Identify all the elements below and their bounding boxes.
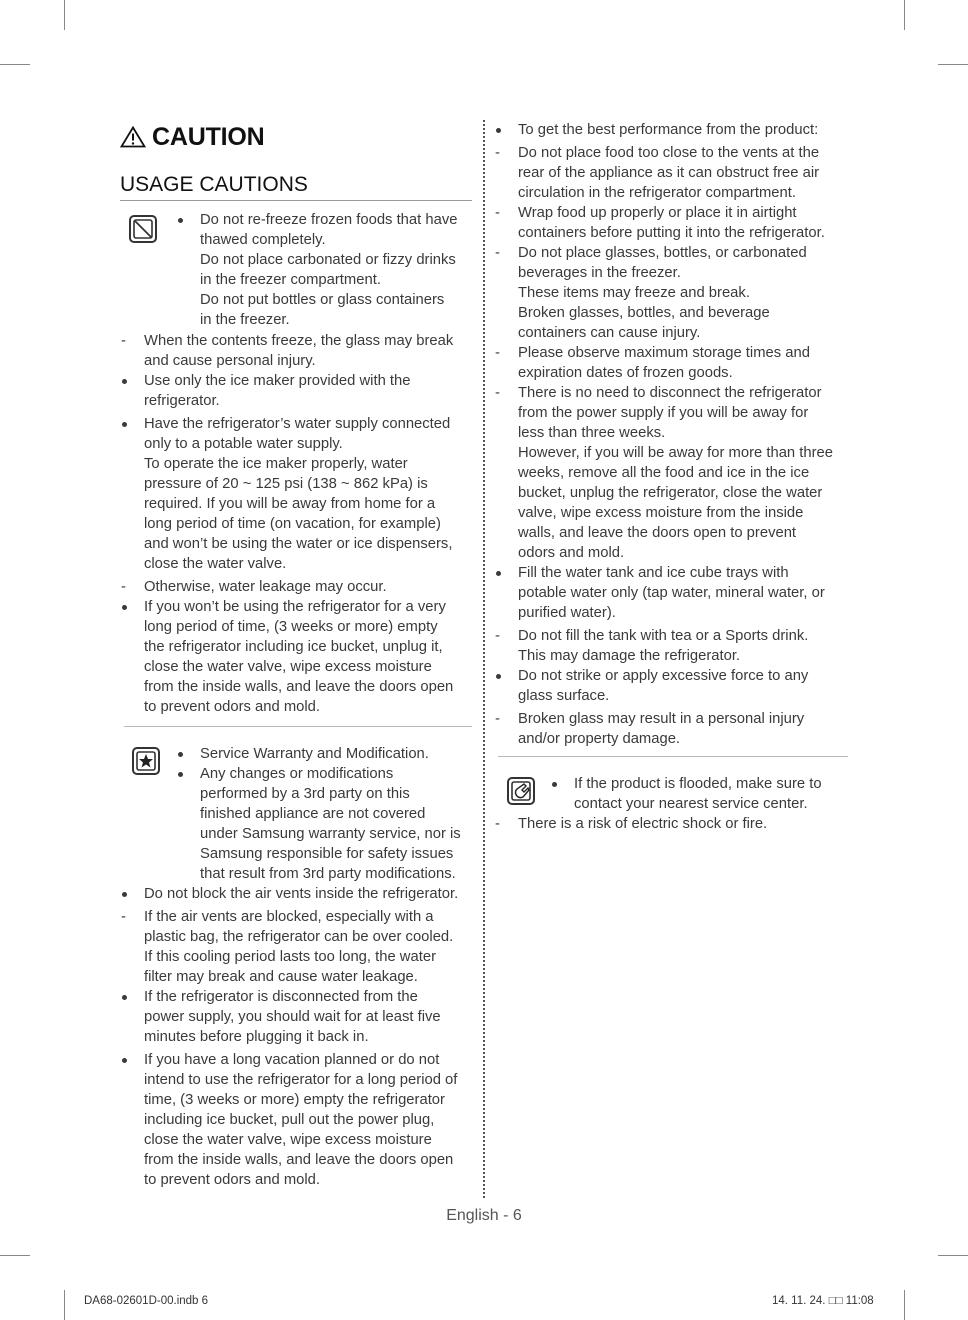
- crop-mark: [938, 1255, 968, 1256]
- list-item-dash: - Wrap food up properly or place it in airtight containers before putting it into the refrigerator.: [494, 203, 854, 243]
- section-title: USAGE CAUTIONS: [120, 173, 472, 201]
- list-item-bullet: If you won’t be using the refrigerator for a very long period of time, (3 weeks or more) empty the refrigerator including ice bucket, unplug it, close the water valve, wipe excess moisture from the inside walls, and leave the doors open to prevent odors and mold.: [120, 597, 480, 717]
- left-list-1: [120, 331, 480, 717]
- note-line: Do not place carbonated or fizzy drinks: [200, 252, 456, 268]
- crop-mark: [0, 1255, 30, 1256]
- prohibited-icon: [128, 214, 158, 244]
- divider: [124, 726, 472, 727]
- note-line: Do not put bottles or glass containers: [200, 292, 445, 308]
- list-item-bullet: Fill the water tank and ice cube trays with potable water only (tap water, mineral water, or purified water).: [494, 563, 854, 623]
- caution-heading: [120, 123, 264, 152]
- warning-triangle-icon: [120, 126, 146, 148]
- note-line: under Samsung warranty service, nor is: [200, 826, 461, 842]
- list-item-dash: - There is a risk of electric shock or fire.: [494, 814, 854, 834]
- right-note-dash: [494, 814, 854, 834]
- list-item-dash: - Broken glass may result in a personal injury and/or property damage.: [494, 709, 854, 749]
- divider: [498, 756, 848, 757]
- note-line: in the freezer.: [200, 312, 290, 328]
- phone-icon: [506, 776, 536, 806]
- note-line: Any changes or modifications: [176, 764, 476, 784]
- list-item-bullet: Use only the ice maker provided with the refrigerator.: [120, 371, 480, 411]
- note-line: thawed completely.: [200, 232, 326, 248]
- note-line: performed by a 3rd party on this: [200, 786, 410, 802]
- list-item-bullet: Have the refrigerator’s water supply connected only to a potable water supply. To operate the ice maker properly, water pressure of 20 ~ 125 psi (138 ~ 862 kPa) is required. If you will be away from home for a long period of time (on vacation, for example) and won’t be using the water or ice dispensers, close the water valve.: [120, 414, 480, 574]
- list-item-bullet: If the refrigerator is disconnected from the power supply, you should wait for at least five minutes before plugging it back in.: [120, 987, 480, 1047]
- file-name: DA68-02601D-00.indb 6: [84, 1295, 209, 1307]
- list-item-dash: - Please observe maximum storage times and expiration dates of frozen goods.: [494, 343, 854, 383]
- page-number: English - 6: [446, 1207, 522, 1224]
- note-block-star: [176, 744, 476, 884]
- right-list: [494, 120, 854, 749]
- note-line: in the freezer compartment.: [200, 272, 381, 288]
- list-item-bullet: Do not strike or apply excessive force to any glass surface.: [494, 666, 854, 706]
- list-item-dash: - Do not fill the tank with tea or a Sports drink. This may damage the refrigerator.: [494, 626, 854, 666]
- print-timestamp: 14. 11. 24. □□ 11:08: [772, 1295, 874, 1307]
- note-block-phone: [550, 774, 850, 814]
- left-list-2: [120, 884, 480, 1190]
- crop-mark: [64, 1290, 65, 1320]
- list-item-bullet: To get the best performance from the product:: [494, 120, 854, 140]
- crop-mark: [0, 64, 30, 65]
- list-item-bullet: Do not block the air vents inside the refrigerator.: [120, 884, 480, 904]
- crop-mark: [904, 0, 905, 30]
- list-item-dash: - Do not place food too close to the vents at the rear of the appliance as it can obstruct free air circulation in the refrigerator compartment.: [494, 143, 854, 203]
- note-line: finished appliance are not covered: [200, 806, 426, 822]
- list-item-dash: - Otherwise, water leakage may occur.: [120, 577, 480, 597]
- note-line: Service Warranty and Modification.: [176, 744, 476, 764]
- note-line: that result from 3rd party modifications.: [200, 866, 456, 882]
- star-note-icon: [131, 746, 161, 776]
- crop-mark: [938, 64, 968, 65]
- crop-mark: [904, 1290, 905, 1320]
- note-line: contact your nearest service center.: [574, 796, 808, 812]
- list-item-dash: - Do not place glasses, bottles, or carbonated beverages in the freezer. These items may freeze and break. Broken glasses, bottles, and beverage containers can cause injury.: [494, 243, 854, 343]
- list-item-dash: - When the contents freeze, the glass may break and cause personal injury.: [120, 331, 480, 371]
- crop-mark: [64, 0, 65, 30]
- list-item-dash: - There is no need to disconnect the refrigerator from the power supply if you will be away for less than three weeks. However, if you will be away for more than three weeks, remove all the food and ice in the ice bucket, unplug the refrigerator, close the water valve, wipe excess moisture from the inside walls, and leave the doors open to prevent odors and mold.: [494, 383, 854, 563]
- column-separator: [483, 120, 485, 1198]
- note-line: Do not re-freeze frozen foods that have: [176, 210, 476, 230]
- note-line: Samsung responsible for safety issues: [200, 846, 454, 862]
- note-line: If the product is flooded, make sure to: [550, 774, 850, 794]
- list-item-bullet: If you have a long vacation planned or do not intend to use the refrigerator for a long period of time, (3 weeks or more) empty the refrigerator including ice bucket, pull out the power plug, close the water valve, wipe excess moisture from the inside walls, and leave the doors open to prevent odors and mold.: [120, 1050, 480, 1190]
- note-block-prohibited: [176, 210, 476, 330]
- list-item-dash: - If the air vents are blocked, especially with a plastic bag, the refrigerator can be over cooled. If this cooling period lasts too long, the water filter may break and cause water leakage.: [120, 907, 480, 987]
- caution-title: CAUTION: [152, 123, 265, 151]
